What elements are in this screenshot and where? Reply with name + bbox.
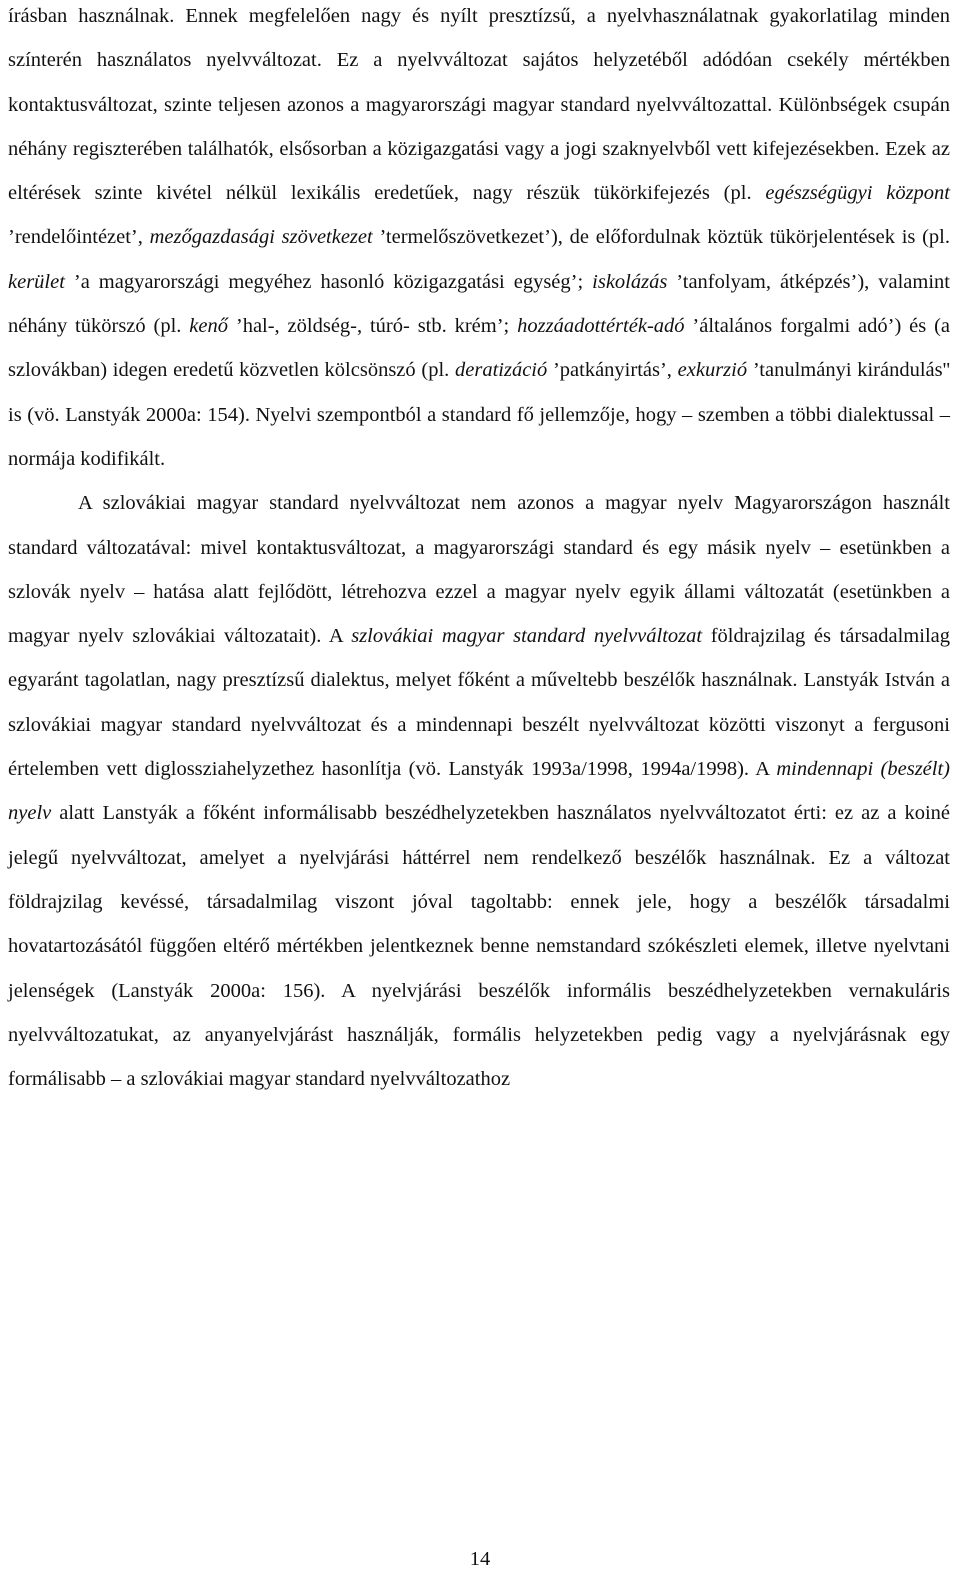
term-szlovakiai-magyar-standard: szlovákiai magyar standard nyelvváltozat [351,625,703,648]
term-exkurzio: exkurzió [677,359,748,382]
term-iskolazas: iskolázás [592,270,668,293]
term-deratizacio: deratizáció [455,359,548,382]
paragraph-1-text-i: ’tanulmányi kirándulás'' is (vö. Lanstyák 2000a: 154). Nyelvi szempontból a standard fő jellemzője, hogy – szemben a többi dialektussal – normája kodifikált. [8,359,951,470]
term-kerulet: kerület [8,270,65,293]
paragraph-1-text-b: ’rendelőintézet’, [8,226,150,249]
term-hozzaadottertek-ado: hozzáadottérték-adó [517,315,685,338]
paragraph-2 [8,481,950,1101]
paragraph-1-text-f: ’hal-, zöldség-, túró- stb. krém’; [228,315,518,338]
term-egeszsegugyi-kozpont: egészségügyi központ [765,182,950,205]
paragraph-1-text-c: ’termelőszövetkezet’), de előfordulnak köztük tükörjelentések is (pl. [372,226,950,249]
term-keno: kenő [189,315,228,338]
paragraph-2-text-c: alatt Lanstyák a főként informálisabb beszédhelyzetekben használatos nyelvváltozatot érti: ez az a koiné jelegű nyelvváltozat, amelyet a nyelvjárási háttérrel nem rendelkező beszélők használnak. Ez a változat földrajzilag kevéssé, társadalmilag viszont jóval tagoltabb: ennek jele, hogy a beszélők társadalmi hovatartozásától függően eltérő mértékben jelentkeznek benne nemstandard szókészleti elemek, illetve nyelvtani jelenségek (Lanstyák 2000a: 156). A nyelvjárási beszélők informális beszédhelyzetekben vernakuláris nyelvváltozatukat, az anyanyelvjárást használják, formális helyzetekben pedig vagy a nyelvjárásnak egy formálisabb – a szlovákiai magyar standard nyelvváltozathoz [8,802,950,1091]
term-mezogazdasagi-szovetkezet: mezőgazdasági szövetkezet [149,226,373,249]
paragraph-1 [8,0,950,481]
paragraph-2-text-b: földrajzilag és társadalmilag egyaránt tagolatlan, nagy presztízsű dialektus, melyet főként a műveltebb beszélők használnak. Lanstyák István a szlovákiai magyar standard nyelvváltozat és a mindennapi beszélt nyelvváltozat közötti viszonyt a fergusoni értelemben vett diglossziahelyzethez hasonlítja (vö. Lanstyák 1993a/1998, 1994a/1998). A [8,625,950,781]
paragraph-1-text-d: ’a magyarországi megyéhez hasonló közigazgatási egység’; [64,270,593,293]
page-number: 14 [469,1548,491,1570]
paragraph-1-text-h: ’patkányirtás’, [547,359,678,382]
paragraph-1-text-g: ’általános forgalmi adó’) és (a szlovákban) idegen eredetű közvetlen kölcsönszó (pl. [8,315,951,382]
term-mindennapi-beszelt-nyelv: mindennapi (beszélt) nyelv [8,758,950,825]
document-page [8,0,950,1101]
paragraph-1-text-a: írásban használnak. Ennek megfelelően nagy és nyílt presztízsű, a nyelvhasználatnak gyakorlatilag minden színterén használatos nyelvváltozat. Ez a nyelvváltozat sajátos helyzetéből adódóan csekély mértékben kontaktusváltozat, szinte teljesen azonos a magyarországi magyar standard nyelvváltozattal. Különbségek csupán néhány regiszterében találhatók, elsősorban a közigazgatási vagy a jogi szaknyelvből vett kifejezésekben. Ezek az eltérések szinte kivétel nélkül lexikális eredetűek, nagy részük tükörkifejezés (pl. [8,5,950,205]
paragraph-1-text-e: ’tanfolyam, átképzés’), valamint néhány tükörszó (pl. [8,270,950,338]
paragraph-2-text-a: A szlovákiai magyar standard nyelvváltozat nem azonos a magyar nyelv Magyarországon használt standard változatával: mivel kontaktusváltozat, a magyarországi standard és egy másik nyelv – esetünkben a szlovák nyelv – hatása alatt fejlődött, létrehozva ezzel a magyar nyelv egyik állami változatát (esetünkben a magyar nyelv szlovákiai változatait). A [8,492,950,648]
